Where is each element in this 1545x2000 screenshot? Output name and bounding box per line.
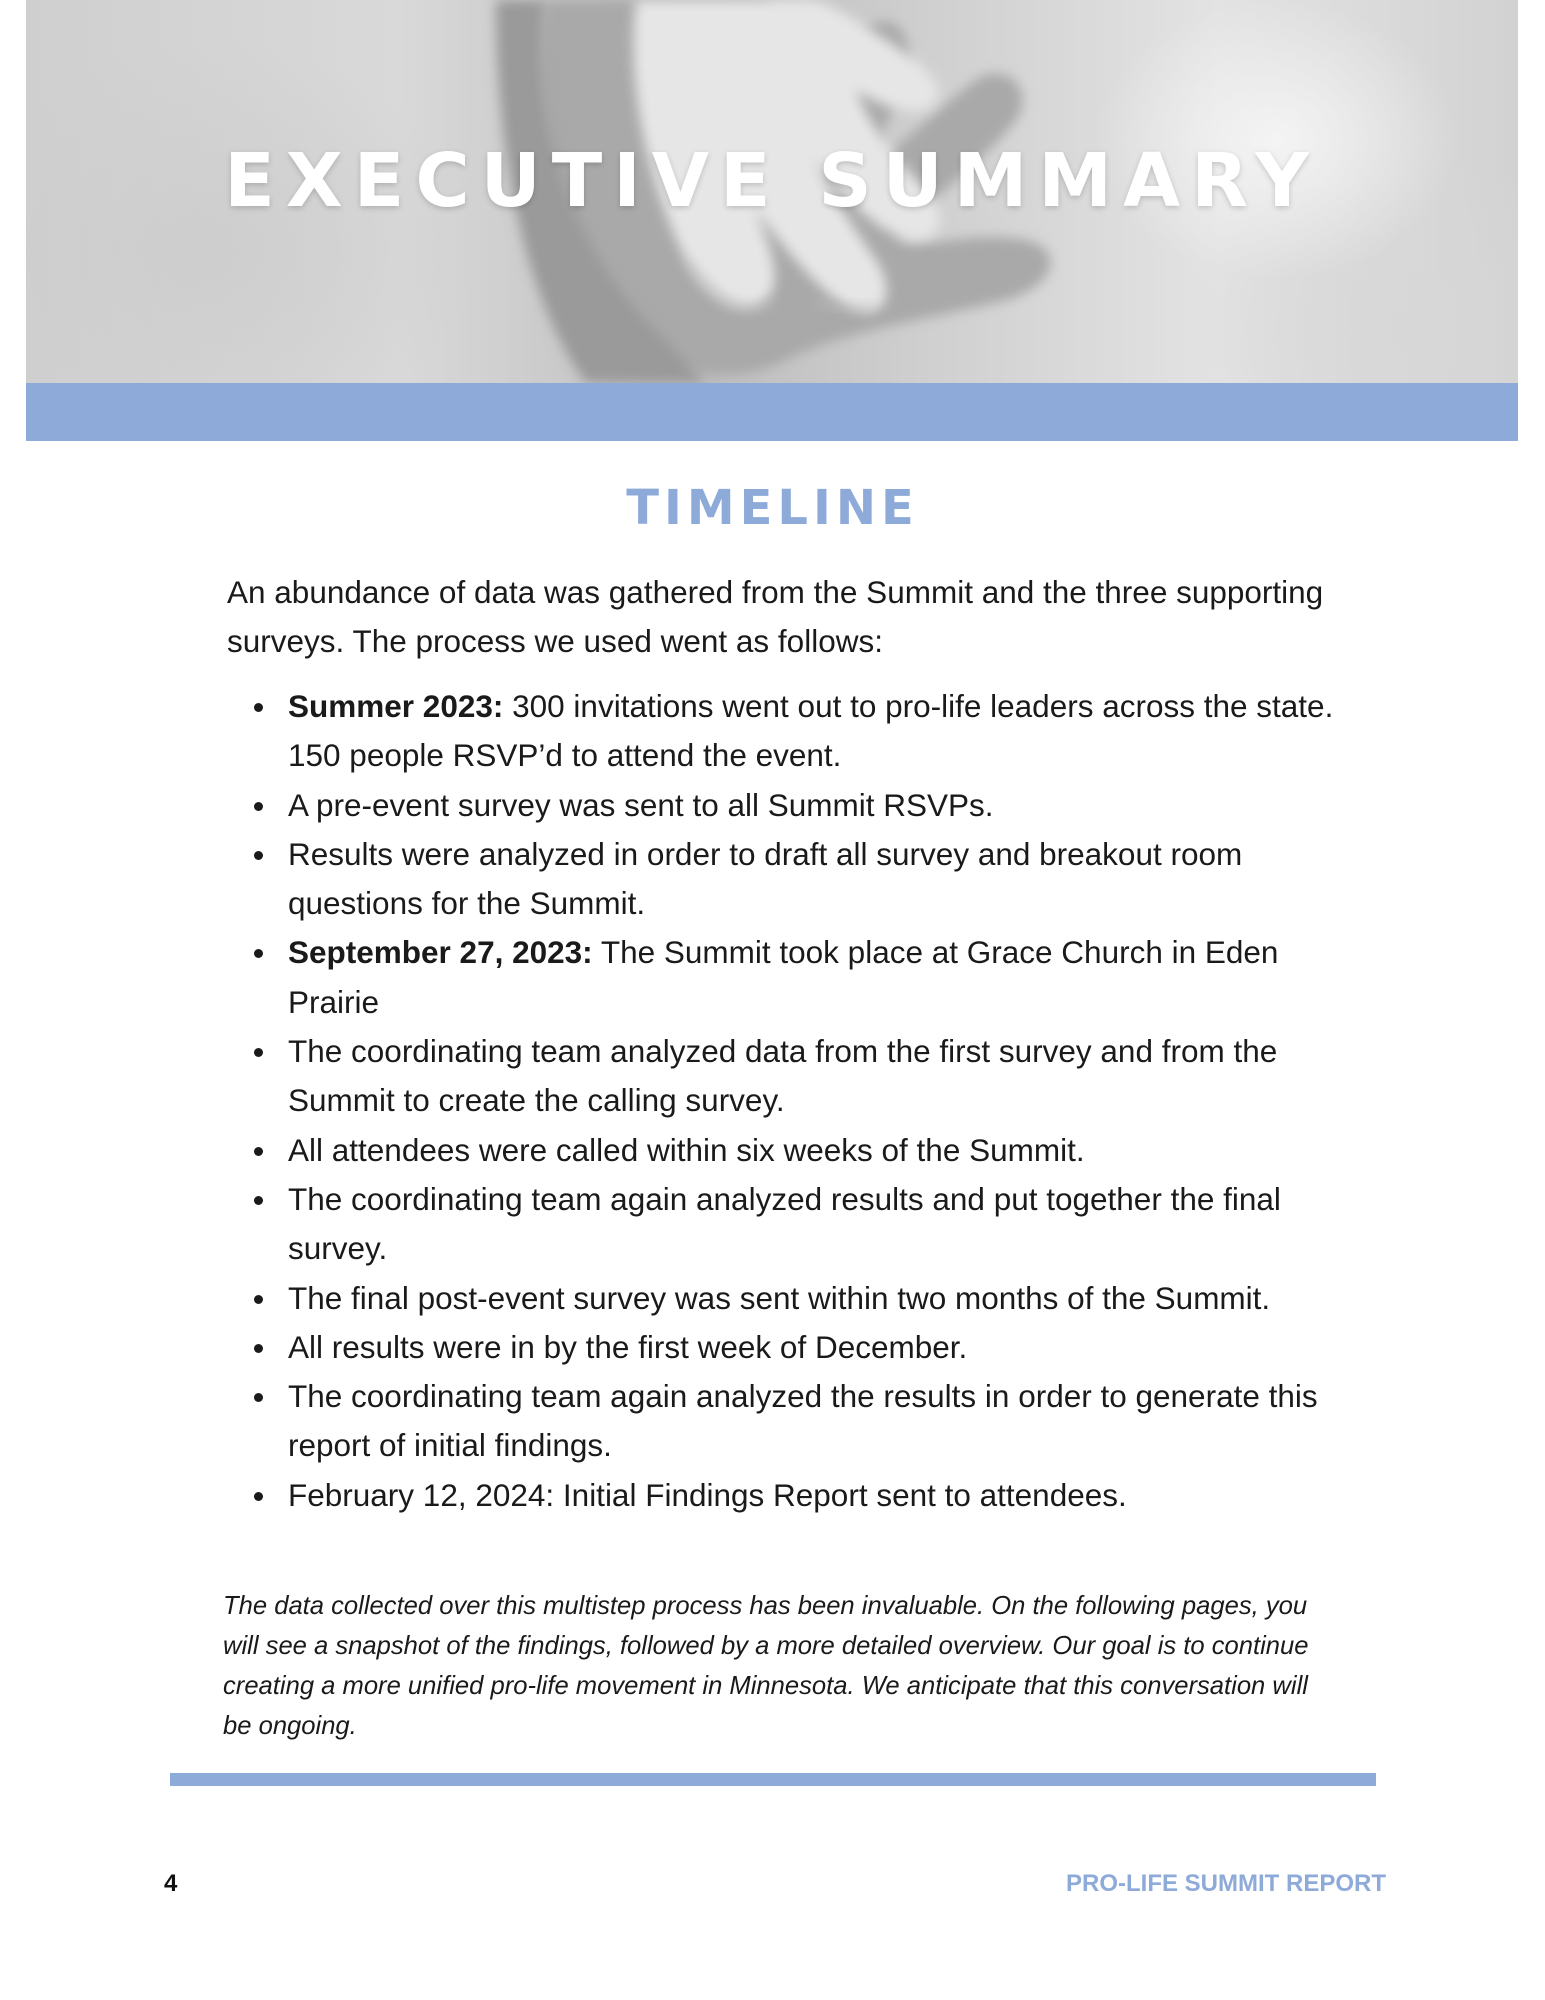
list-item	[227, 1372, 1347, 1471]
list-item	[227, 1175, 1347, 1274]
footer-report-title: PRO-LIFE SUMMIT REPORT	[1066, 1870, 1386, 1897]
list-item-text: Results were analyzed in order to draft all survey and breakout room questions for the Summit.	[288, 835, 1243, 922]
list-item	[227, 1471, 1347, 1520]
closing-paragraph: The data collected over this multistep process has been invaluable. On the following pages, you will see a snapshot of the findings, followed by a more detailed overview. Our goal is to continue creating a more unified pro-life movement in Minnesota. We anticipate that this conversation will be ongoing.	[223, 1592, 1309, 1740]
list-item	[227, 682, 1347, 781]
list-item	[227, 1126, 1347, 1175]
list-item-text: The coordinating team again analyzed results and put together the final survey.	[288, 1180, 1281, 1267]
accent-band	[26, 383, 1518, 441]
intro-paragraph: An abundance of data was gathered from the Summit and the three supporting surveys. The process we used went as follows:	[227, 574, 1324, 659]
list-item-text: All results were in by the first week of December.	[288, 1328, 968, 1365]
divider-rule	[170, 1773, 1376, 1786]
section-heading: TIMELINE	[626, 480, 919, 536]
list-item-text: The coordinating team again analyzed the results in order to generate this report of initial findings.	[288, 1378, 1318, 1464]
list-item	[227, 1274, 1347, 1323]
list-item-text: The Summit took place at Grace Church in Eden Prairie	[288, 934, 1279, 1020]
list-item-text: The final post-event survey was sent within two months of the Summit.	[288, 1279, 1271, 1316]
list-item-text: 300 invitations went out to pro-life leaders across the state. 150 people RSVP’d to attend the event.	[288, 688, 1334, 774]
list-item-text: The coordinating team analyzed data from the first survey and from the Summit to create the calling survey.	[288, 1033, 1278, 1119]
header-photo	[26, 0, 1518, 383]
list-item	[227, 1027, 1347, 1126]
list-item-text: All attendees were called within six weeks of the Summit.	[288, 1131, 1085, 1168]
list-item-date: Summer 2023:	[288, 688, 504, 724]
list-item-text: A pre-event survey was sent to all Summit RSVPs.	[288, 786, 994, 823]
list-item	[227, 830, 1347, 929]
page-number: 4	[164, 1870, 178, 1897]
page-title: EXECUTIVE SUMMARY	[224, 138, 1320, 224]
list-item-text: February 12, 2024: Initial Findings Report sent to attendees.	[288, 1476, 1127, 1513]
list-item	[227, 781, 1347, 830]
list-item	[227, 1323, 1347, 1372]
timeline-list	[227, 682, 1347, 1520]
list-item-date: September 27, 2023:	[288, 934, 593, 971]
list-item	[227, 928, 1347, 1027]
